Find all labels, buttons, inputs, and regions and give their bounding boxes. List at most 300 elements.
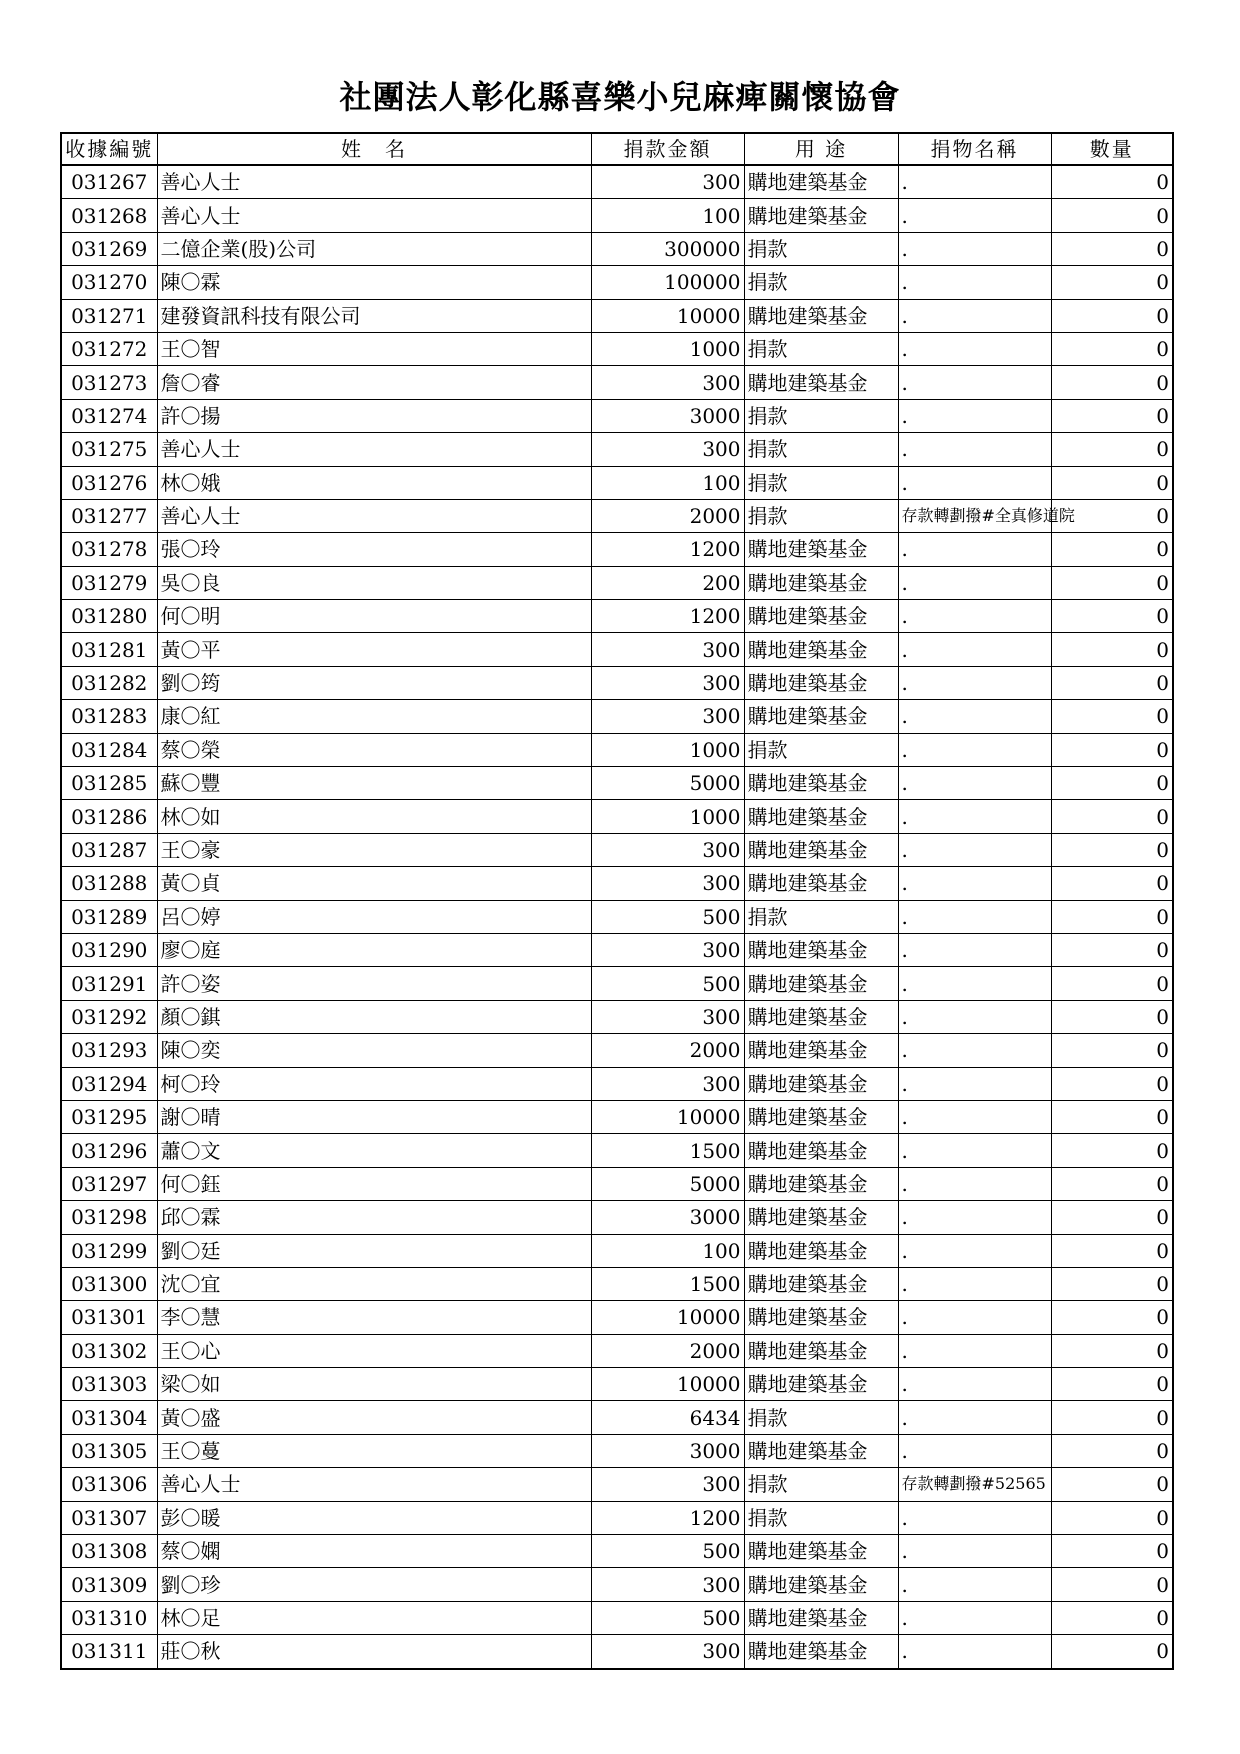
purpose-cell: 購地建築基金 — [744, 1201, 898, 1234]
quantity-cell: 0 — [1051, 1468, 1173, 1501]
table-row — [61, 1034, 1173, 1067]
donor-name-cell: 善心人士 — [157, 499, 591, 532]
purpose-cell: 購地建築基金 — [744, 700, 898, 733]
amount-cell: 300 — [591, 867, 744, 900]
item-name-cell: . — [898, 933, 1051, 966]
amount-cell: 300 — [591, 1000, 744, 1033]
table-row — [61, 1167, 1173, 1200]
amount-cell: 300000 — [591, 232, 744, 265]
item-name-cell: . — [898, 1034, 1051, 1067]
amount-cell: 1000 — [591, 332, 744, 365]
amount-cell: 200 — [591, 566, 744, 599]
purpose-cell: 捐款 — [744, 466, 898, 499]
purpose-cell: 捐款 — [744, 900, 898, 933]
donor-name-cell: 林〇足 — [157, 1601, 591, 1634]
purpose-cell: 購地建築基金 — [744, 967, 898, 1000]
item-name-cell: . — [898, 399, 1051, 432]
donor-name-cell: 何〇明 — [157, 600, 591, 633]
quantity-cell: 0 — [1051, 433, 1173, 466]
amount-cell: 1000 — [591, 733, 744, 766]
item-name-cell: . — [898, 566, 1051, 599]
item-name-cell: . — [898, 1067, 1051, 1100]
table-row — [61, 800, 1173, 833]
amount-cell: 300 — [591, 1568, 744, 1601]
donor-name-cell: 善心人士 — [157, 1468, 591, 1501]
amount-cell: 1200 — [591, 1501, 744, 1534]
table-row — [61, 533, 1173, 566]
table-row — [61, 499, 1173, 532]
purpose-cell: 捐款 — [744, 499, 898, 532]
receipt-no-cell: 031308 — [61, 1535, 157, 1568]
purpose-cell: 購地建築基金 — [744, 366, 898, 399]
donor-name-cell: 柯〇玲 — [157, 1067, 591, 1100]
table-row — [61, 1501, 1173, 1534]
receipt-no-cell: 031297 — [61, 1167, 157, 1200]
purpose-cell: 捐款 — [744, 1501, 898, 1534]
quantity-cell: 0 — [1051, 299, 1173, 332]
item-name-cell: . — [898, 967, 1051, 1000]
donor-name-cell: 黃〇盛 — [157, 1401, 591, 1434]
donor-name-cell: 顏〇錤 — [157, 1000, 591, 1033]
quantity-cell: 0 — [1051, 900, 1173, 933]
item-name-cell: . — [898, 733, 1051, 766]
item-name-cell: . — [898, 1601, 1051, 1634]
quantity-cell: 0 — [1051, 1601, 1173, 1634]
header-quantity: 數量 — [1051, 133, 1173, 165]
item-name-cell: . — [898, 1100, 1051, 1133]
quantity-cell: 0 — [1051, 967, 1173, 1000]
receipt-no-cell: 031303 — [61, 1368, 157, 1401]
purpose-cell: 購地建築基金 — [744, 566, 898, 599]
header-name: 姓 名 — [157, 133, 591, 165]
amount-cell: 1200 — [591, 533, 744, 566]
amount-cell: 10000 — [591, 1368, 744, 1401]
amount-cell: 3000 — [591, 1201, 744, 1234]
purpose-cell: 購地建築基金 — [744, 1167, 898, 1200]
header-purpose: 用 途 — [744, 133, 898, 165]
receipt-no-cell: 031305 — [61, 1434, 157, 1467]
donor-name-cell: 王〇智 — [157, 332, 591, 365]
purpose-cell: 購地建築基金 — [744, 165, 898, 199]
donor-name-cell: 蔡〇嫻 — [157, 1535, 591, 1568]
quantity-cell: 0 — [1051, 1368, 1173, 1401]
receipt-no-cell: 031301 — [61, 1301, 157, 1334]
item-name-cell: . — [898, 1267, 1051, 1300]
purpose-cell: 購地建築基金 — [744, 666, 898, 699]
item-name-cell: . — [898, 1334, 1051, 1367]
donation-table — [60, 132, 1174, 1670]
receipt-no-cell: 031287 — [61, 833, 157, 866]
receipt-no-cell: 031304 — [61, 1401, 157, 1434]
receipt-no-cell: 031291 — [61, 967, 157, 1000]
quantity-cell: 0 — [1051, 499, 1173, 532]
amount-cell: 300 — [591, 833, 744, 866]
table-row — [61, 1000, 1173, 1033]
table-row — [61, 1535, 1173, 1568]
quantity-cell: 0 — [1051, 1267, 1173, 1300]
receipt-no-cell: 031273 — [61, 366, 157, 399]
purpose-cell: 捐款 — [744, 266, 898, 299]
item-name-cell: . — [898, 700, 1051, 733]
purpose-cell: 捐款 — [744, 232, 898, 265]
donor-name-cell: 蔡〇榮 — [157, 733, 591, 766]
item-name-cell: . — [898, 332, 1051, 365]
table-row — [61, 1334, 1173, 1367]
receipt-no-cell: 031270 — [61, 266, 157, 299]
quantity-cell: 0 — [1051, 1334, 1173, 1367]
amount-cell: 300 — [591, 1635, 744, 1669]
quantity-cell: 0 — [1051, 533, 1173, 566]
quantity-cell: 0 — [1051, 1167, 1173, 1200]
amount-cell: 300 — [591, 366, 744, 399]
table-row — [61, 1468, 1173, 1501]
item-name-cell: . — [898, 867, 1051, 900]
amount-cell: 10000 — [591, 1100, 744, 1133]
quantity-cell: 0 — [1051, 733, 1173, 766]
receipt-no-cell: 031295 — [61, 1100, 157, 1133]
table-row — [61, 666, 1173, 699]
donor-name-cell: 康〇紅 — [157, 700, 591, 733]
purpose-cell: 購地建築基金 — [744, 1434, 898, 1467]
amount-cell: 2000 — [591, 499, 744, 532]
receipt-no-cell: 031278 — [61, 533, 157, 566]
purpose-cell: 購地建築基金 — [744, 1368, 898, 1401]
table-row — [61, 1134, 1173, 1167]
header-amount: 捐款金額 — [591, 133, 744, 165]
amount-cell: 1000 — [591, 800, 744, 833]
receipt-no-cell: 031279 — [61, 566, 157, 599]
item-name-cell: . — [898, 1568, 1051, 1601]
purpose-cell: 捐款 — [744, 399, 898, 432]
donor-name-cell: 善心人士 — [157, 199, 591, 232]
table-row — [61, 1234, 1173, 1267]
table-row — [61, 466, 1173, 499]
amount-cell: 300 — [591, 1067, 744, 1100]
donor-name-cell: 黃〇貞 — [157, 867, 591, 900]
receipt-no-cell: 031294 — [61, 1067, 157, 1100]
quantity-cell: 0 — [1051, 1401, 1173, 1434]
item-name-cell: . — [898, 1234, 1051, 1267]
purpose-cell: 購地建築基金 — [744, 1134, 898, 1167]
purpose-cell: 購地建築基金 — [744, 1234, 898, 1267]
receipt-no-cell: 031274 — [61, 399, 157, 432]
item-name-cell: . — [898, 666, 1051, 699]
purpose-cell: 捐款 — [744, 733, 898, 766]
item-name-cell: 存款轉劃撥#52565 — [898, 1468, 1051, 1501]
item-name-cell: . — [898, 767, 1051, 800]
item-name-cell: . — [898, 1301, 1051, 1334]
purpose-cell: 購地建築基金 — [744, 1000, 898, 1033]
item-name-cell: . — [898, 299, 1051, 332]
purpose-cell: 捐款 — [744, 433, 898, 466]
table-row — [61, 1635, 1173, 1669]
purpose-cell: 購地建築基金 — [744, 633, 898, 666]
table-row — [61, 767, 1173, 800]
donor-name-cell: 二億企業(股)公司 — [157, 232, 591, 265]
item-name-cell: . — [898, 232, 1051, 265]
table-row — [61, 1568, 1173, 1601]
item-name-cell: . — [898, 433, 1051, 466]
amount-cell: 5000 — [591, 1167, 744, 1200]
quantity-cell: 0 — [1051, 833, 1173, 866]
quantity-cell: 0 — [1051, 332, 1173, 365]
table-row — [61, 399, 1173, 432]
donor-name-cell: 莊〇秋 — [157, 1635, 591, 1669]
purpose-cell: 購地建築基金 — [744, 1067, 898, 1100]
amount-cell: 2000 — [591, 1334, 744, 1367]
donor-name-cell: 沈〇宜 — [157, 1267, 591, 1300]
quantity-cell: 0 — [1051, 1234, 1173, 1267]
receipt-no-cell: 031283 — [61, 700, 157, 733]
quantity-cell: 0 — [1051, 600, 1173, 633]
quantity-cell: 0 — [1051, 1434, 1173, 1467]
donor-name-cell: 何〇鈺 — [157, 1167, 591, 1200]
donor-name-cell: 黃〇平 — [157, 633, 591, 666]
quantity-cell: 0 — [1051, 232, 1173, 265]
purpose-cell: 購地建築基金 — [744, 600, 898, 633]
item-name-cell: . — [898, 633, 1051, 666]
receipt-no-cell: 031309 — [61, 1568, 157, 1601]
quantity-cell: 0 — [1051, 1034, 1173, 1067]
table-row — [61, 332, 1173, 365]
amount-cell: 100 — [591, 466, 744, 499]
table-row — [61, 900, 1173, 933]
item-name-cell: . — [898, 600, 1051, 633]
purpose-cell: 購地建築基金 — [744, 933, 898, 966]
amount-cell: 300 — [591, 633, 744, 666]
amount-cell: 5000 — [591, 767, 744, 800]
receipt-no-cell: 031281 — [61, 633, 157, 666]
table-row — [61, 1434, 1173, 1467]
receipt-no-cell: 031276 — [61, 466, 157, 499]
donor-name-cell: 邱〇霖 — [157, 1201, 591, 1234]
purpose-cell: 購地建築基金 — [744, 533, 898, 566]
donor-name-cell: 蘇〇豐 — [157, 767, 591, 800]
purpose-cell: 捐款 — [744, 332, 898, 365]
table-row — [61, 299, 1173, 332]
receipt-no-cell: 031268 — [61, 199, 157, 232]
item-name-cell: . — [898, 366, 1051, 399]
quantity-cell: 0 — [1051, 700, 1173, 733]
amount-cell: 300 — [591, 700, 744, 733]
donor-name-cell: 劉〇廷 — [157, 1234, 591, 1267]
table-row — [61, 366, 1173, 399]
amount-cell: 500 — [591, 967, 744, 1000]
table-row — [61, 1067, 1173, 1100]
item-name-cell: . — [898, 1535, 1051, 1568]
item-name-cell: . — [898, 199, 1051, 232]
amount-cell: 300 — [591, 433, 744, 466]
donor-name-cell: 王〇蔓 — [157, 1434, 591, 1467]
amount-cell: 500 — [591, 1601, 744, 1634]
purpose-cell: 購地建築基金 — [744, 1568, 898, 1601]
amount-cell: 500 — [591, 900, 744, 933]
quantity-cell: 0 — [1051, 266, 1173, 299]
receipt-no-cell: 031290 — [61, 933, 157, 966]
receipt-no-cell: 031310 — [61, 1601, 157, 1634]
purpose-cell: 購地建築基金 — [744, 1267, 898, 1300]
receipt-no-cell: 031311 — [61, 1635, 157, 1669]
amount-cell: 300 — [591, 165, 744, 199]
quantity-cell: 0 — [1051, 566, 1173, 599]
table-row — [61, 433, 1173, 466]
quantity-cell: 0 — [1051, 867, 1173, 900]
header-item-name: 捐物名稱 — [898, 133, 1051, 165]
amount-cell: 100 — [591, 1234, 744, 1267]
table-row — [61, 1100, 1173, 1133]
table-row — [61, 1601, 1173, 1634]
receipt-no-cell: 031299 — [61, 1234, 157, 1267]
amount-cell: 10000 — [591, 299, 744, 332]
quantity-cell: 0 — [1051, 366, 1173, 399]
quantity-cell: 0 — [1051, 666, 1173, 699]
item-name-cell: . — [898, 266, 1051, 299]
quantity-cell: 0 — [1051, 1201, 1173, 1234]
donor-name-cell: 詹〇睿 — [157, 366, 591, 399]
amount-cell: 1200 — [591, 600, 744, 633]
quantity-cell: 0 — [1051, 1535, 1173, 1568]
quantity-cell: 0 — [1051, 1568, 1173, 1601]
donor-name-cell: 善心人士 — [157, 433, 591, 466]
table-row — [61, 700, 1173, 733]
item-name-cell: . — [898, 900, 1051, 933]
receipt-no-cell: 031288 — [61, 867, 157, 900]
item-name-cell: . — [898, 1635, 1051, 1669]
amount-cell: 1500 — [591, 1267, 744, 1300]
purpose-cell: 捐款 — [744, 1401, 898, 1434]
amount-cell: 500 — [591, 1535, 744, 1568]
quantity-cell: 0 — [1051, 633, 1173, 666]
receipt-no-cell: 031298 — [61, 1201, 157, 1234]
donor-name-cell: 王〇心 — [157, 1334, 591, 1367]
receipt-no-cell: 031272 — [61, 332, 157, 365]
table-body — [61, 165, 1173, 1669]
item-name-cell: . — [898, 800, 1051, 833]
donor-name-cell: 王〇豪 — [157, 833, 591, 866]
donor-name-cell: 陳〇霖 — [157, 266, 591, 299]
amount-cell: 2000 — [591, 1034, 744, 1067]
donor-name-cell: 陳〇奕 — [157, 1034, 591, 1067]
purpose-cell: 購地建築基金 — [744, 1034, 898, 1067]
purpose-cell: 捐款 — [744, 1468, 898, 1501]
donor-name-cell: 呂〇婷 — [157, 900, 591, 933]
item-name-cell: . — [898, 1134, 1051, 1167]
quantity-cell: 0 — [1051, 933, 1173, 966]
amount-cell: 100000 — [591, 266, 744, 299]
purpose-cell: 購地建築基金 — [744, 1334, 898, 1367]
item-name-cell: . — [898, 165, 1051, 199]
table-row — [61, 232, 1173, 265]
item-name-cell: . — [898, 1000, 1051, 1033]
receipt-no-cell: 031296 — [61, 1134, 157, 1167]
donor-name-cell: 許〇姿 — [157, 967, 591, 1000]
donor-name-cell: 林〇娥 — [157, 466, 591, 499]
receipt-no-cell: 031307 — [61, 1501, 157, 1534]
page-title: 社團法人彰化縣喜樂小兒麻痺關懷協會 — [339, 78, 901, 116]
receipt-no-cell: 031275 — [61, 433, 157, 466]
amount-cell: 1500 — [591, 1134, 744, 1167]
receipt-no-cell: 031286 — [61, 800, 157, 833]
receipt-no-cell: 031300 — [61, 1267, 157, 1300]
table-row — [61, 1368, 1173, 1401]
quantity-cell: 0 — [1051, 165, 1173, 199]
amount-cell: 10000 — [591, 1301, 744, 1334]
receipt-no-cell: 031277 — [61, 499, 157, 532]
receipt-no-cell: 031289 — [61, 900, 157, 933]
table-row — [61, 1267, 1173, 1300]
amount-cell: 300 — [591, 933, 744, 966]
donor-name-cell: 張〇玲 — [157, 533, 591, 566]
table-row — [61, 1301, 1173, 1334]
table-row — [61, 165, 1173, 199]
purpose-cell: 購地建築基金 — [744, 800, 898, 833]
receipt-no-cell: 031293 — [61, 1034, 157, 1067]
purpose-cell: 購地建築基金 — [744, 1601, 898, 1634]
receipt-no-cell: 031292 — [61, 1000, 157, 1033]
donor-name-cell: 許〇揚 — [157, 399, 591, 432]
item-name-cell: . — [898, 466, 1051, 499]
quantity-cell: 0 — [1051, 199, 1173, 232]
amount-cell: 100 — [591, 199, 744, 232]
item-name-cell: . — [898, 1434, 1051, 1467]
table-row — [61, 733, 1173, 766]
item-name-cell: . — [898, 833, 1051, 866]
amount-cell: 3000 — [591, 399, 744, 432]
table-row — [61, 967, 1173, 1000]
purpose-cell: 購地建築基金 — [744, 1635, 898, 1669]
header-receipt-no: 收據編號 — [61, 133, 157, 165]
table-row — [61, 933, 1173, 966]
donor-name-cell: 善心人士 — [157, 165, 591, 199]
donor-name-cell: 吳〇良 — [157, 566, 591, 599]
quantity-cell: 0 — [1051, 1501, 1173, 1534]
receipt-no-cell: 031271 — [61, 299, 157, 332]
purpose-cell: 購地建築基金 — [744, 199, 898, 232]
receipt-no-cell: 031269 — [61, 232, 157, 265]
purpose-cell: 購地建築基金 — [744, 1100, 898, 1133]
amount-cell: 6434 — [591, 1401, 744, 1434]
receipt-no-cell: 031306 — [61, 1468, 157, 1501]
quantity-cell: 0 — [1051, 1000, 1173, 1033]
purpose-cell: 購地建築基金 — [744, 767, 898, 800]
quantity-cell: 0 — [1051, 1134, 1173, 1167]
purpose-cell: 購地建築基金 — [744, 299, 898, 332]
item-name-cell: . — [898, 533, 1051, 566]
amount-cell: 300 — [591, 666, 744, 699]
table-row — [61, 199, 1173, 232]
table-header-row — [61, 133, 1173, 165]
donor-name-cell: 劉〇珍 — [157, 1568, 591, 1601]
item-name-cell: . — [898, 1201, 1051, 1234]
quantity-cell: 0 — [1051, 767, 1173, 800]
donor-name-cell: 彭〇暖 — [157, 1501, 591, 1534]
item-name-cell: . — [898, 1501, 1051, 1534]
receipt-no-cell: 031284 — [61, 733, 157, 766]
quantity-cell: 0 — [1051, 800, 1173, 833]
purpose-cell: 購地建築基金 — [744, 1535, 898, 1568]
item-name-cell: . — [898, 1368, 1051, 1401]
quantity-cell: 0 — [1051, 1301, 1173, 1334]
quantity-cell: 0 — [1051, 1100, 1173, 1133]
table-row — [61, 266, 1173, 299]
quantity-cell: 0 — [1051, 399, 1173, 432]
quantity-cell: 0 — [1051, 466, 1173, 499]
receipt-no-cell: 031282 — [61, 666, 157, 699]
receipt-no-cell: 031302 — [61, 1334, 157, 1367]
item-name-cell: . — [898, 1401, 1051, 1434]
donor-name-cell: 李〇慧 — [157, 1301, 591, 1334]
table-row — [61, 867, 1173, 900]
